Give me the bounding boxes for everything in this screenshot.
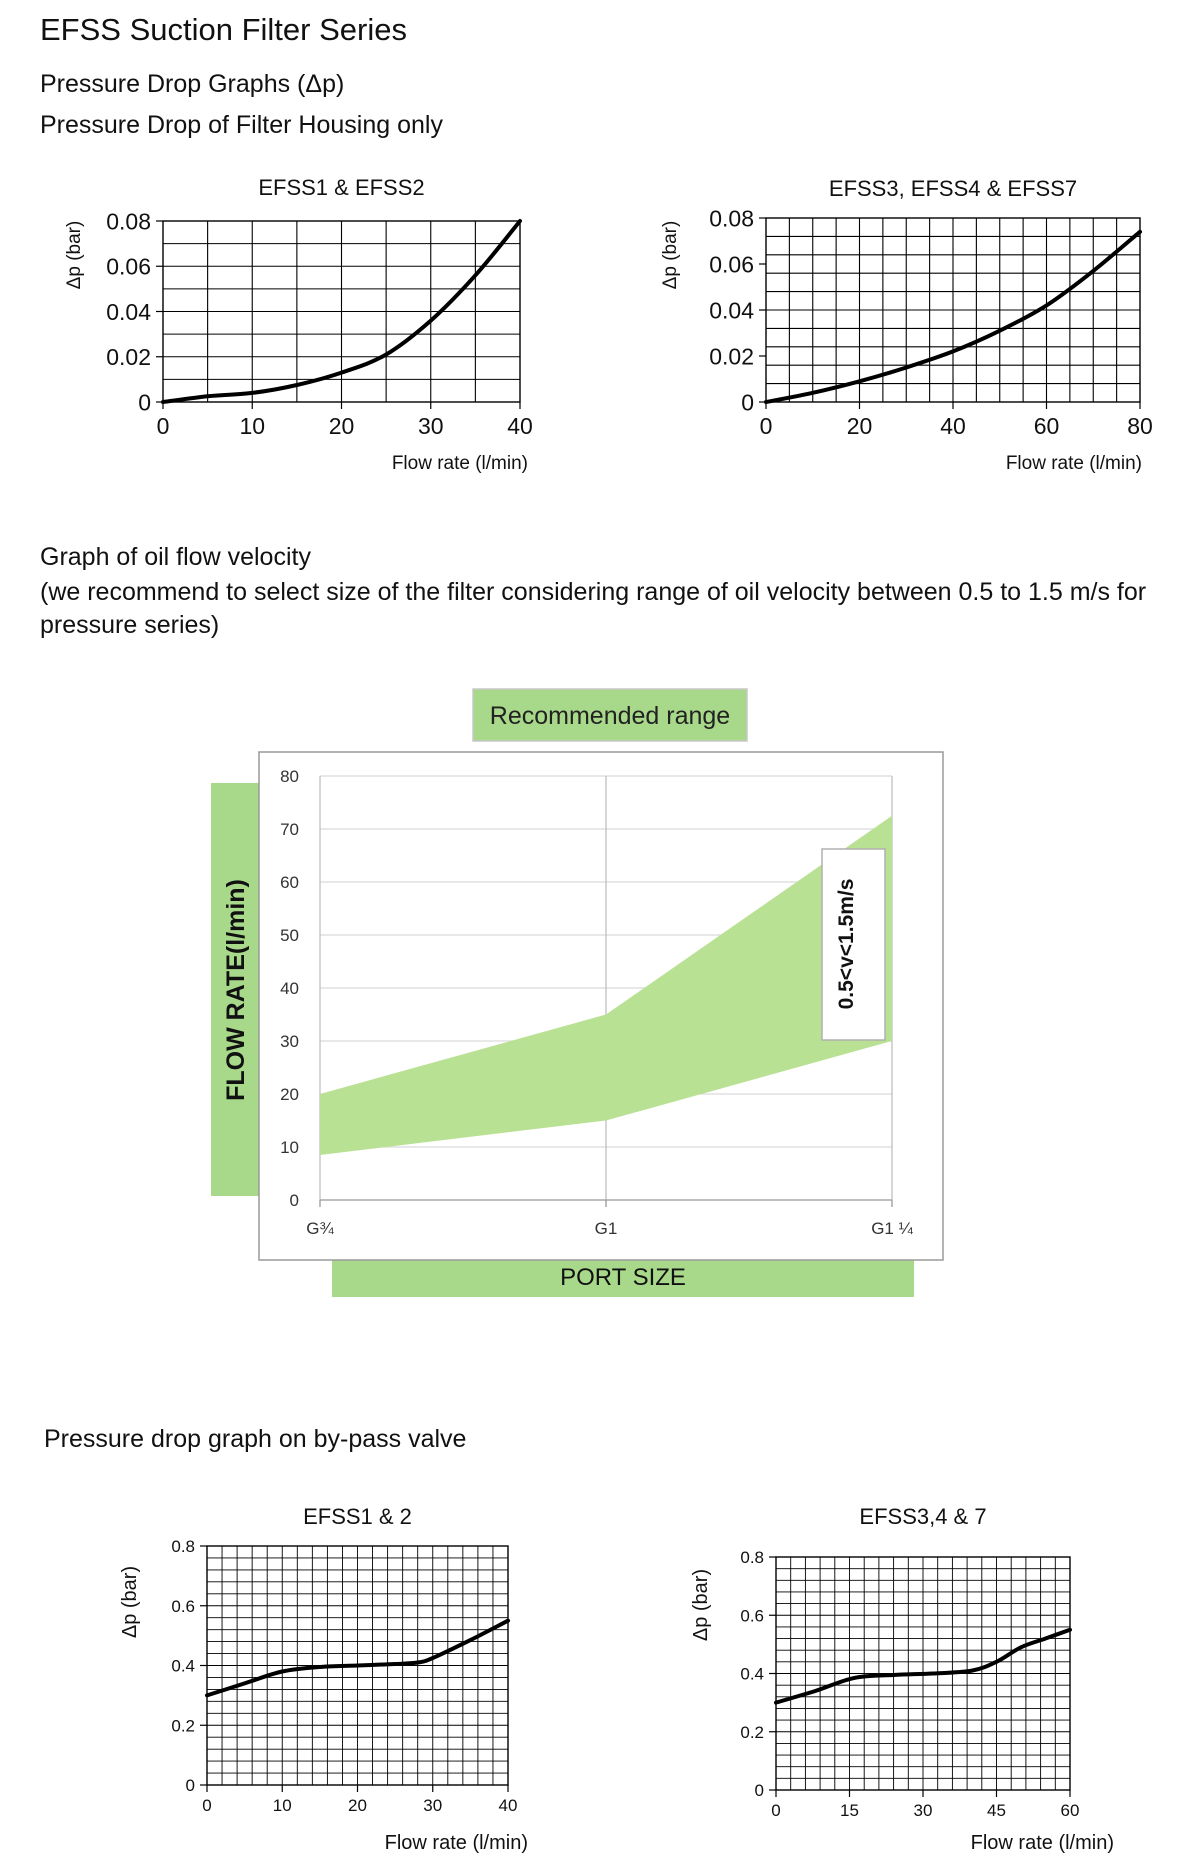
y-tick-label: 40 — [280, 979, 299, 998]
section-heading-bypass: Pressure drop graph on by-pass valve — [44, 1425, 467, 1453]
velocity-note: (we recommend to select size of the filter considering range of oil velocity between 0.5 to 1.5 m/s for pressure series) — [40, 578, 1147, 639]
y-axis-label: Δp (bar) — [64, 220, 85, 290]
y-tick-label: 70 — [280, 820, 299, 839]
y-tick-label: 0 — [185, 1776, 195, 1796]
efss3-4-7-housing-chart — [660, 176, 1153, 474]
x-tick-label: 20 — [348, 1796, 367, 1815]
y-tick-label: 0.2 — [171, 1716, 195, 1736]
chart-title: EFSS1 & EFSS2 — [258, 175, 425, 200]
x-tick-label: 80 — [1127, 413, 1153, 439]
chart-title: EFSS3,4 & 7 — [859, 1504, 987, 1529]
y-tick-label: 0.2 — [740, 1722, 764, 1742]
x-tick-label: 60 — [1033, 413, 1060, 439]
y-axis-label: Δp (bar) — [660, 220, 681, 290]
section-subheading-housing: Pressure Drop of Filter Housing only — [40, 111, 443, 139]
y-axis-label: Δp (bar) — [690, 1568, 712, 1642]
y-tick-label: 10 — [280, 1138, 299, 1157]
y-tick-label: 0.6 — [171, 1596, 195, 1616]
bypass-efss3-4-7-chart — [690, 1504, 1114, 1854]
y-tick-label: 0.08 — [106, 208, 151, 235]
y-axis-label: Δp (bar) — [119, 1565, 141, 1639]
x-tick-label: 30 — [423, 1796, 443, 1815]
y-tick-label: 0.4 — [171, 1656, 195, 1676]
y-tick-label: 0 — [754, 1781, 764, 1801]
page-title: EFSS Suction Filter Series — [40, 12, 407, 47]
y-tick-label: 0.02 — [106, 344, 151, 371]
x-tick-label: 40 — [507, 413, 533, 439]
efss1-2-housing-chart — [64, 175, 533, 474]
y-tick-label: 80 — [280, 767, 299, 786]
section-heading-velocity: Graph of oil flow velocity — [40, 543, 311, 571]
x-tick-label: 0 — [759, 413, 773, 439]
y-tick-label: 0.8 — [740, 1548, 764, 1568]
oil-velocity-chart — [211, 689, 943, 1297]
y-axis-label: FLOW RATE(l/min) — [222, 879, 250, 1101]
x-tick-label: 60 — [1060, 1801, 1080, 1820]
chart-title: EFSS1 & 2 — [303, 1504, 412, 1529]
y-tick-label: 60 — [280, 873, 299, 892]
x-axis-label: Flow rate (l/min) — [1005, 453, 1142, 474]
x-tick-label: 40 — [498, 1796, 518, 1815]
x-axis-label: PORT SIZE — [560, 1264, 686, 1291]
x-tick-label: 0 — [771, 1801, 781, 1820]
x-tick-label: 10 — [272, 1796, 292, 1815]
y-tick-label: 0.04 — [709, 297, 754, 324]
x-tick-label: 10 — [239, 413, 266, 439]
y-tick-label: 0.4 — [740, 1664, 764, 1684]
y-tick-label: 0.08 — [709, 205, 754, 232]
y-tick-label: 0.8 — [171, 1537, 195, 1557]
x-axis-label: Flow rate (l/min) — [391, 453, 528, 474]
x-tick-label: 20 — [328, 413, 355, 439]
y-tick-label: 50 — [280, 926, 299, 945]
x-tick-label: G1 ¼ — [871, 1219, 913, 1238]
y-tick-label: 0.02 — [709, 343, 754, 370]
x-tick-label: 0 — [156, 413, 170, 439]
x-tick-label: 20 — [846, 413, 873, 439]
x-tick-label: 15 — [840, 1801, 859, 1820]
y-tick-label: 0.6 — [740, 1606, 764, 1626]
x-tick-label: 30 — [913, 1801, 933, 1820]
x-axis-label: Flow rate (l/min) — [384, 1832, 528, 1854]
x-tick-label: 45 — [987, 1801, 1006, 1820]
x-tick-label: 40 — [940, 413, 966, 439]
y-tick-label: 30 — [280, 1032, 299, 1051]
x-tick-label: 30 — [417, 413, 444, 439]
y-tick-label: 0 — [138, 389, 151, 416]
x-axis-label: Flow rate (l/min) — [970, 1832, 1114, 1854]
x-tick-label: G¾ — [306, 1219, 334, 1238]
band-label: 0.5<v<1.5m/s — [835, 878, 858, 1010]
bypass-efss1-2-chart — [119, 1504, 528, 1854]
y-tick-label: 0.06 — [106, 253, 151, 280]
chart-title: EFSS3, EFSS4 & EFSS7 — [828, 176, 1078, 201]
y-tick-label: 0.06 — [709, 251, 754, 278]
legend-label: Recommended range — [489, 702, 731, 730]
y-tick-label: 0.04 — [106, 298, 151, 325]
x-tick-label: G1 — [594, 1219, 618, 1238]
y-tick-label: 0 — [741, 389, 754, 416]
section-heading-pressure-drop: Pressure Drop Graphs (Δp) — [40, 70, 345, 98]
x-tick-label: 0 — [202, 1796, 212, 1815]
y-tick-label: 20 — [280, 1085, 299, 1104]
y-tick-label: 0 — [289, 1191, 299, 1210]
